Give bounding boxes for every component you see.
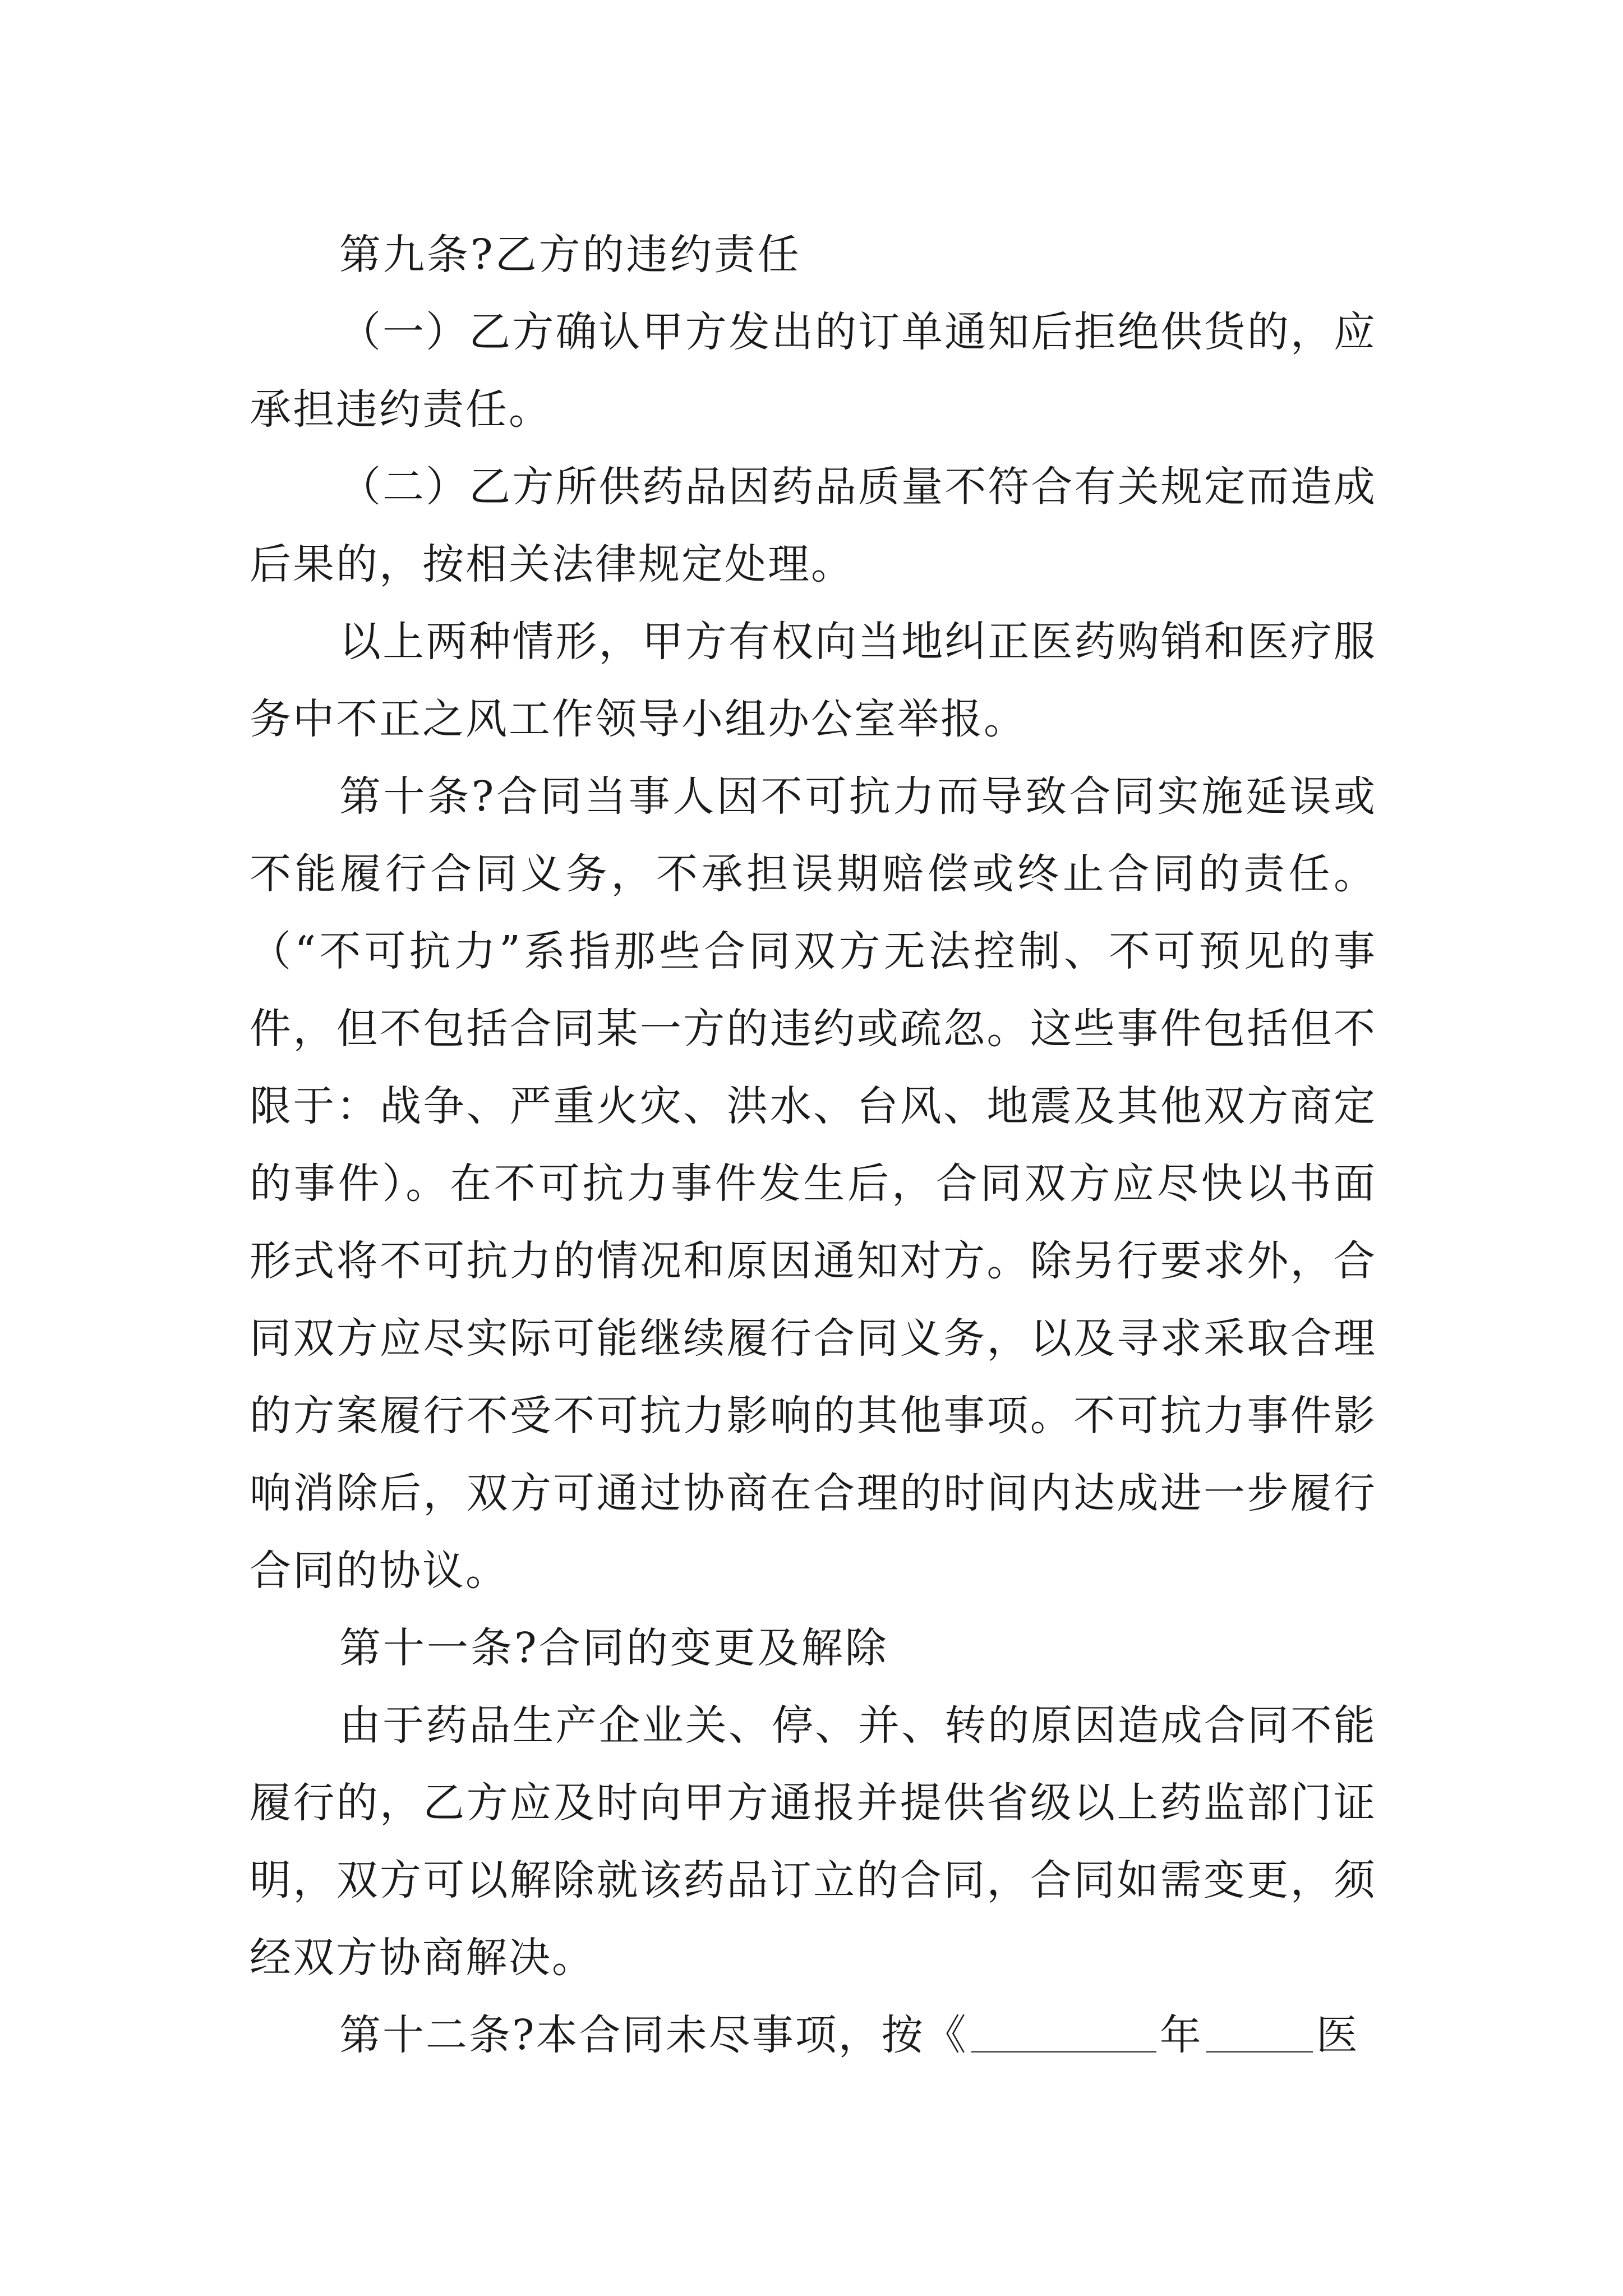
short-blank — [1206, 2012, 1313, 2053]
year-blank — [971, 2012, 1156, 2053]
article-12-line — [250, 1996, 1377, 2074]
article-11-body: 由于药品生产企业关、停、并、转的原因造成合同不能履行的，乙方应及时向甲方通报并提供省级以上药监部门证明，双方可以解除就该药品订立的合同，合同如需变更，须经双方协商解决。 — [250, 1701, 1377, 1982]
article-10-body: 第十条?合同当事人因不可抗力而导致合同实施延误或不能履行合同义务，不承担误期赔偿或终止合同的责任。（“不可抗力”系指那些合同双方无法控制、不可预见的事件，但不包括合同某一方的违约或疏忽。这些事件包括但不限于：战争、严重火灾、洪水、台风、地震及其他双方商定的事件）。在不可抗力事件发生后，合同双方应尽快以书面形式将不可抗力的情况和原因通知对方。除另行要求外，合同双方应尽实际可能继续履行合同义务，以及寻求采取合理的方案履行不受不可抗力影响的其他事项。不可抗力事件影响消除后，双方可通过协商在合理的时间内达成进一步履行合同的协议。 — [250, 772, 1377, 1595]
article-9-clause-2: （二）乙方所供药品因药品质量不符合有关规定而造成后果的，按相关法律规定处理。 — [250, 463, 1377, 588]
document-page — [250, 216, 1377, 2074]
article-12-prefix: 第十二条?本合同未尽事项，按《 — [339, 2011, 968, 2059]
article-9-title: 第九条?乙方的违约责任 — [339, 231, 801, 279]
article-9-clause-1: （一）乙方确认甲方发出的订单通知后拒绝供货的，应承担违约责任。 — [250, 308, 1377, 434]
article-11-title: 第十一条?合同的变更及解除 — [339, 1624, 889, 1672]
article-12-suffix: 医 — [1316, 2011, 1359, 2059]
article-9-note: 以上两种情形，甲方有权向当地纠正医药购销和医疗服务中不正之风工作领导小组办公室举报。 — [250, 618, 1377, 743]
article-12-middle: 年 — [1159, 2011, 1203, 2059]
